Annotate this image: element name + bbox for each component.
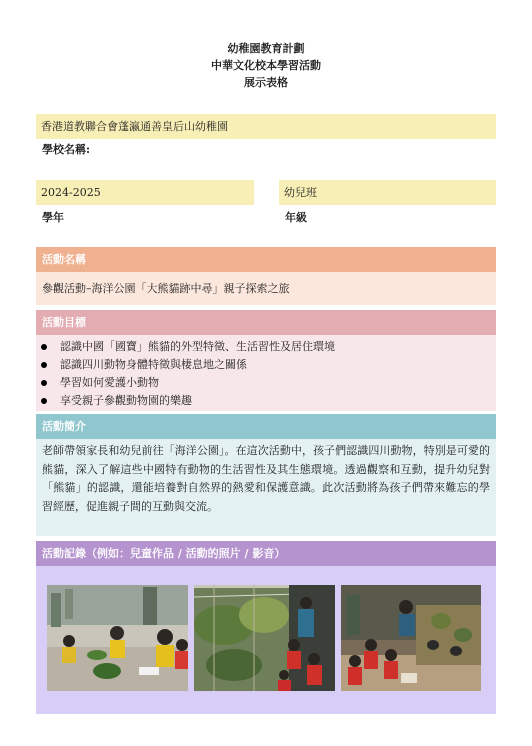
records-heading: 活動記錄（例如：兒童作品 / 活動的照片 / 影音） [36, 541, 496, 566]
activity-photo-1 [47, 585, 188, 691]
list-item: 認識四川動物身體特徵與棲息地之關係 [36, 356, 490, 374]
school-year-label: 學年 [42, 211, 64, 224]
bullet-icon [41, 380, 47, 386]
activity-photo-2 [194, 585, 335, 691]
form-type: 展示表格 [244, 76, 288, 89]
list-item: 學習如何愛護小動物 [36, 374, 490, 392]
school-name-field: 香港道教聯合會蓬瀛通善皇后山幼稚園 [36, 114, 496, 139]
bullet-icon [41, 362, 47, 368]
form-subtitle: 中華文化校本學習活動 [211, 59, 321, 72]
activity-name-value: 參觀活動–海洋公園「大熊貓跡中尋」親子探索之旅 [36, 272, 496, 305]
summary-heading: 活動簡介 [36, 414, 496, 439]
activity-name-heading: 活動名稱 [36, 247, 496, 272]
grade-field: 幼兒班 [279, 180, 496, 205]
school-name-label: 學校名稱: [42, 143, 91, 156]
objectives-list [36, 338, 490, 410]
bullet-icon [41, 398, 47, 404]
list-item: 享受親子參觀動物園的樂趣 [36, 392, 490, 410]
summary-text: 老師帶領家長和幼兒前往「海洋公園」。在這次活動中，孩子們認識四川動物，特別是可愛的熊貓，深入了解這些中國特有動物的生活習性及其生態環境。透過觀察和互動，提升幼兒對「熊貓」的認識，還能培養對自然界的熱愛和保護意識。此次活動將為孩子們帶來難忘的學習經歷，促進親子間的互動與交流。 [36, 439, 496, 536]
objectives-list-box [36, 335, 496, 411]
form-title: 幼稚園教育計劃 [227, 42, 305, 55]
objectives-heading: 活動目標 [36, 310, 496, 335]
activity-photo-3 [341, 585, 481, 691]
bullet-icon [41, 344, 47, 350]
grade-label: 年級 [285, 211, 307, 224]
list-item: 認識中國「國寶」熊貓的外型特徵、生活習性及居住環境 [36, 338, 490, 356]
school-year-field: 2024-2025 [36, 180, 254, 205]
